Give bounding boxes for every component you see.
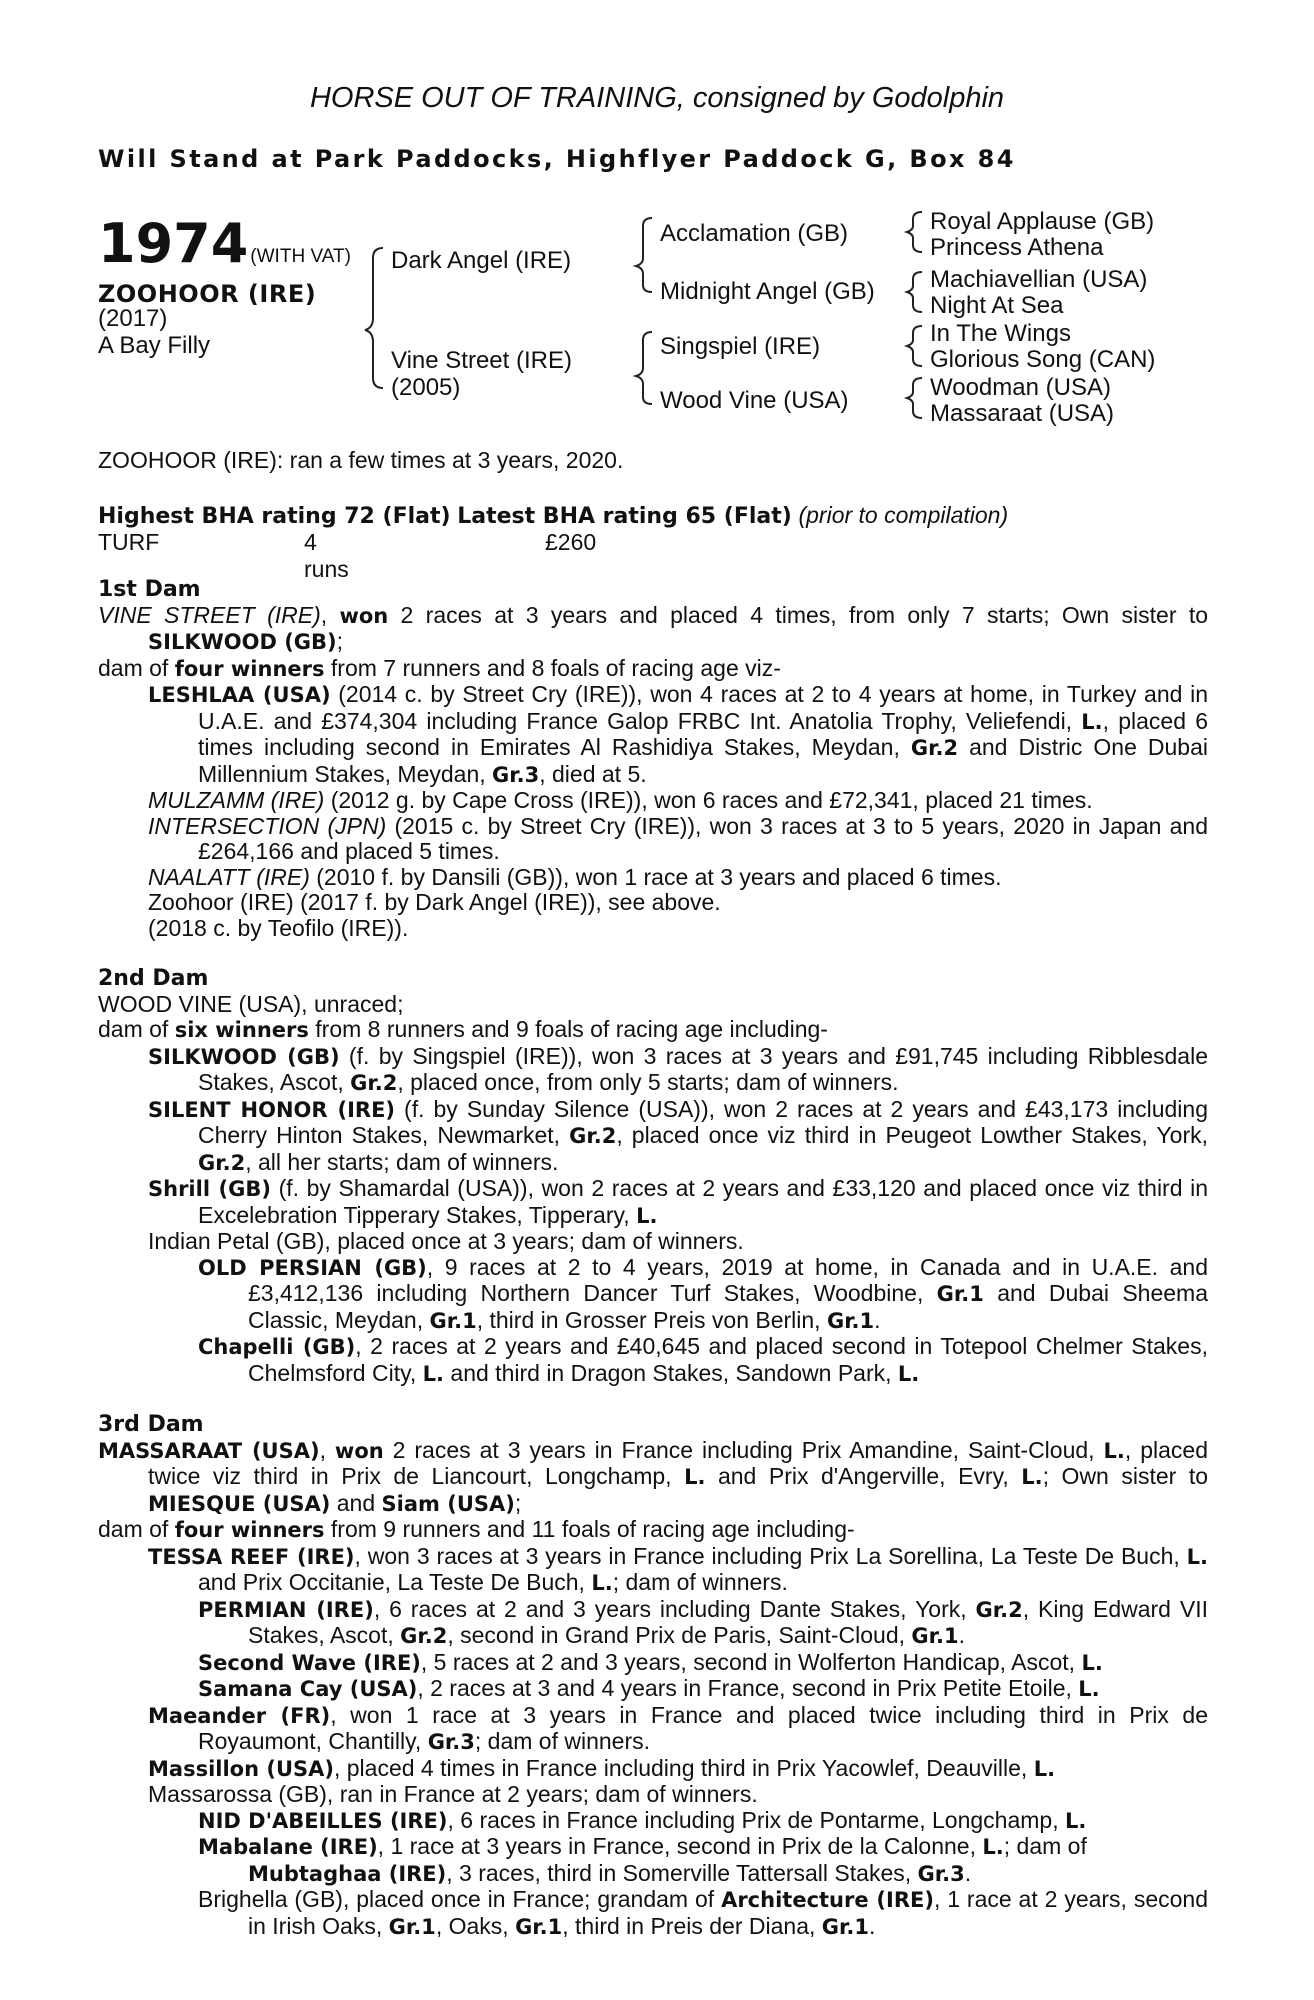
lot-number-value: 1974 — [98, 212, 249, 275]
pedigree-sdd: Night At Sea — [930, 292, 1064, 319]
first-dam-produce: dam of four winners from 7 runners and 8 foals of racing age viz- — [98, 654, 781, 681]
produce-massarossa: Massarossa (GB), ran in France at 2 years; dam of winners. — [148, 1781, 758, 1807]
produce-massillon: Massillon (USA), placed 4 times in France including third in Prix Yacowlef, Deauville, L. — [148, 1754, 1056, 1781]
third-dam-heading: 3rd Dam — [98, 1412, 204, 1437]
pedigree-dsd: Glorious Song (CAN) — [930, 346, 1156, 373]
pedigree-ssd: Princess Athena — [930, 234, 1104, 261]
horse-name: ZOOHOOR (IRE) — [98, 280, 317, 308]
highest-rating: Highest BHA rating 72 (Flat) — [98, 504, 451, 529]
pedigree-sire-sire: Acclamation (GB) — [660, 220, 849, 247]
produce-chapelli: Chapelli (GB), 2 races at 2 years and £40,645 and placed second in Totepool Chelmer Stakes, Chelmsford City, L. and third in Dragon Stakes, Sandown Park, L. — [198, 1333, 1208, 1386]
first-dam-entry: VINE STREET (IRE), won 2 races at 3 years and placed 4 times, from only 7 starts; Own sister to SILKWOOD (GB); — [98, 601, 1208, 654]
horse-year: (2017) — [98, 305, 168, 332]
pedigree-dds: Woodman (USA) — [930, 374, 1111, 401]
turf-runs: 4 runs — [304, 529, 349, 582]
pedigree-dam-sire: Singspiel (IRE) — [660, 333, 821, 360]
produce-naalatt: NAALATT (IRE) (2010 f. by Dansili (GB)), won 1 race at 3 years and placed 6 times. — [148, 863, 1002, 890]
vat-note: (WITH VAT) — [250, 246, 351, 267]
pedigree-dam-dam: Wood Vine (USA) — [660, 387, 849, 414]
pedigree-dss: In The Wings — [930, 320, 1071, 347]
produce-permian: PERMIAN (IRE), 6 races at 2 and 3 years including Dante Stakes, York, Gr.2, King Edward VII Stakes, Ascot, Gr.2, second in Grand Prix de Paris, Saint-Cloud, Gr.1. — [198, 1595, 1209, 1648]
produce-old-persian: OLD PERSIAN (GB), 9 races at 2 to 4 years, 2019 at home, in Canada and in U.A.E. and £3,412,136 including Northern Dancer Turf Stakes, Woodbine, Gr.1 and Dubai Sheema Classic, Meydan, Gr.1, third in Grosser Preis von Berlin, Gr.1. — [198, 1253, 1208, 1333]
pedigree-dam: Vine Street (IRE) — [391, 347, 572, 374]
pedigree-sss: Royal Applause (GB) — [930, 208, 1155, 235]
third-dam-entry: MASSARAAT (USA), won 2 races at 3 years in France including Prix Amandine, Saint-Cloud, L., placed twice viz third in Prix de Liancourt, Longchamp, L. and Prix d'Angerville, Evry, L.; Own sister to MIESQUE (USA) and Siam (USA); — [98, 1436, 1209, 1516]
third-dam-produce: dam of four winners from 9 runners and 11 foals of racing age including- — [98, 1516, 855, 1542]
turf-surface: TURF — [98, 529, 160, 555]
produce-tessa-reef: TESSA REEF (IRE), won 3 races at 3 years in France including Prix La Sorellina, La Teste De Buch, L. and Prix Occitanie, La Teste De Buch, L.; dam of winners. — [148, 1542, 1208, 1595]
produce-maeander: Maeander (FR), won 1 race at 3 years in France and placed twice including third in Prix de Royaumont, Chantilly, Gr.3; dam of winners. — [148, 1701, 1208, 1754]
produce-silent-honor: SILENT HONOR (IRE) (f. by Sunday Silence (USA)), won 2 races at 2 years and £43,173 including Cherry Hinton Stakes, Newmarket, Gr.2, placed once viz third in Peugeot Lowther Stakes, York, Gr.2, all her starts; dam of winners. — [148, 1095, 1208, 1175]
pedigree-ddd: Massaraat (USA) — [930, 400, 1115, 427]
pedigree-sds: Machiavellian (USA) — [930, 266, 1148, 293]
horse-description: A Bay Filly — [98, 332, 211, 359]
produce-samana-cay: Samana Cay (USA), 2 races at 3 and 4 years in France, second in Prix Petite Etoile, L. — [198, 1675, 1100, 1701]
first-dam-heading: 1st Dam — [98, 577, 201, 602]
dam-history — [98, 577, 1208, 1940]
pedigree-dam-year: (2005) — [391, 374, 461, 401]
pedigree-sire-dam: Midnight Angel (GB) — [660, 278, 875, 305]
produce-mubtaghaa: Mubtaghaa (IRE), 3 races, third in Somerville Tattersall Stakes, Gr.3. — [248, 1859, 972, 1886]
produce-leshlaa: LESHLAA (USA) (2014 c. by Street Cry (IRE)), won 4 races at 2 to 4 years at home, in Turkey and in U.A.E. and £374,304 including France Galop FRBC Int. Anatolia Trophy, Veliefendi, L., placed 6 times including second in Emirates Al Rashidiya Stakes, Meydan, Gr.2 and Distric One Dubai Millennium Stakes, Meydan, Gr.3, died at 5. — [148, 681, 1209, 787]
produce-zoohoor: Zoohoor (IRE) (2017 f. by Dark Angel (IRE)), see above. — [148, 889, 721, 915]
second-dam-entry: WOOD VINE (USA), unraced; — [98, 990, 404, 1017]
race-summary: ZOOHOOR (IRE): ran a few times at 3 years, 2020. — [98, 447, 624, 473]
produce-mabalane: Mabalane (IRE), 1 race at 3 years in France, second in Prix de la Calonne, L.; dam of — [198, 1833, 1087, 1859]
produce-nid-dabeilles: NID D'ABEILLES (IRE), 6 races in France including Prix de Pontarme, Longchamp, L. — [198, 1806, 1087, 1833]
turf-earnings: £260 — [545, 529, 597, 555]
produce-brighella: Brighella (GB), placed once in France; grandam of Architecture (IRE), 1 race at 2 years, second in Irish Oaks, Gr.1, Oaks, Gr.1, third in Preis der Diana, Gr.1. — [198, 1886, 1209, 1939]
produce-indian-petal: Indian Petal (GB), placed once at 3 years; dam of winners. — [148, 1228, 744, 1254]
second-dam-produce: dam of six winners from 8 runners and 9 foals of racing age including- — [98, 1016, 828, 1042]
rating-note: (prior to compilation) — [798, 502, 1009, 528]
second-dam-heading: 2nd Dam — [98, 966, 209, 991]
produce-intersection: INTERSECTION (JPN) (2015 c. by Street Cry (IRE)), won 3 races at 3 to 5 years, 2020 in Japan and £264,166 and placed 5 times. — [148, 812, 1208, 864]
consignment-header: HORSE OUT OF TRAINING, consigned by Godolphin — [309, 82, 1005, 114]
pedigree-sire: Dark Angel (IRE) — [391, 247, 572, 274]
stand-location: Will Stand at Park Paddocks, Highflyer Paddock G, Box 84 — [98, 145, 1016, 173]
produce-silkwood: SILKWOOD (GB) (f. by Singspiel (IRE)), won 3 races at 3 years and £91,745 including Ribblesdale Stakes, Ascot, Gr.2, placed once, from only 5 starts; dam of winners. — [148, 1042, 1208, 1095]
produce-mulzamm: MULZAMM (IRE) (2012 g. by Cape Cross (IRE)), won 6 races and £72,341, placed 21 times. — [148, 787, 1093, 813]
produce-shrill: Shrill (GB) (f. by Shamardal (USA)), won 2 races at 2 years and £33,120 and placed once viz third in Excelebration Tipperary Stakes, Tipperary, L. — [148, 1175, 1208, 1228]
produce-second-wave: Second Wave (IRE), 5 races at 2 and 3 years, second in Wolferton Handicap, Ascot, L. — [198, 1648, 1103, 1675]
produce-2018: (2018 c. by Teofilo (IRE)). — [148, 914, 409, 941]
latest-rating: Latest BHA rating 65 (Flat) — [457, 504, 792, 529]
bha-rating — [98, 502, 1008, 530]
